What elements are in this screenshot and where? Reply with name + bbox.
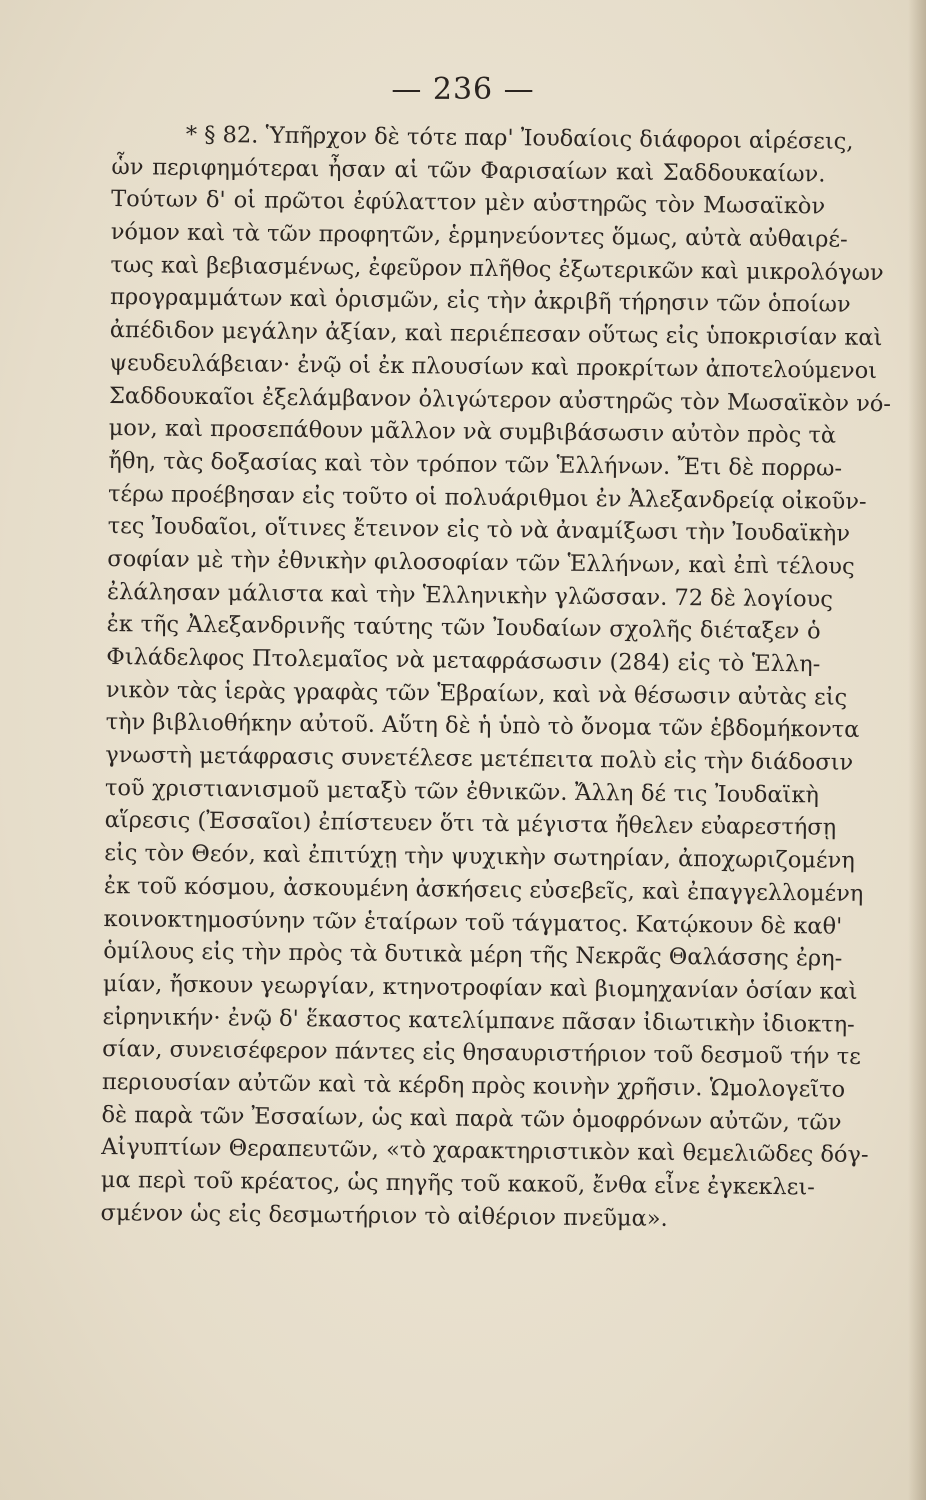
text-line: μα περὶ τοῦ κρέατος, ὡς πηγῆς τοῦ κακοῦ, ἔνθα εἶνε ἐγκεκλει- bbox=[100, 1166, 815, 1201]
text-line: τως καὶ βεβιασμένως, ἐφεῦρον πλῆθος ἐξωτερικῶν καὶ μικρολόγων bbox=[110, 251, 884, 286]
text-line: μίαν, ἤσκουν γεωργίαν, κτηνοτροφίαν καὶ βιομηχανίαν ὁσίαν καὶ bbox=[102, 970, 858, 1005]
text-line: εἰρηνικήν· ἐνῷ δ' ἕκαστος κατελίμπανε πᾶσαν ἰδιωτικὴν ἰδιοκτη- bbox=[102, 1003, 855, 1038]
body-text bbox=[100, 118, 892, 1237]
text-line: Αἰγυπτίων Θεραπευτῶν, «τὸ χαρακτηριστικὸν καὶ θεμελιῶδες δόγ- bbox=[101, 1134, 869, 1169]
text-line: τες Ἰουδαῖοι, οἵτινες ἔτεινον εἰς τὸ νὰ ἀναμίξωσι τὴν Ἰουδαϊκὴν bbox=[107, 513, 851, 548]
text-line: δὲ παρὰ τῶν Ἐσσαίων, ὡς καὶ παρὰ τῶν ὁμοφρόνων αὐτῶν, τῶν bbox=[101, 1101, 842, 1136]
text-line: Τούτων δ' οἱ πρῶτοι ἐφύλαττον μὲν αὐστηρῶς τὸν Μωσαϊκὸν bbox=[111, 186, 826, 220]
text-line: ἐκ τῆς Ἀλεξανδρινῆς ταύτης τῶν Ἰουδαίων σχολῆς διέταξεν ὁ bbox=[106, 611, 821, 645]
text-line: ἐκ τοῦ κόσμου, ἀσκουμένη ἀσκήσεις εὐσεβεῖς, καὶ ἐπαγγελλομένη bbox=[103, 872, 864, 907]
text-line: ἐλάλησαν μάλιστα καὶ τὴν Ἑλληνικὴν γλῶσσαν. 72 δὲ λογίους bbox=[106, 578, 834, 613]
text-line: προγραμμάτων καὶ ὁρισμῶν, εἰς τὴν ἀκριβῆ τήρησιν τῶν ὁποίων bbox=[109, 284, 851, 319]
text-line: τὴν βιβλιοθήκην αὐτοῦ. Αὕτη δὲ ἡ ὑπὸ τὸ ὄνομα τῶν ἑβδομήκοντα bbox=[105, 709, 860, 744]
text-line: μον, καὶ προσεπάθουν μᾶλλον νὰ συμβιβάσωσιν αὐτὸν πρὸς τὰ bbox=[108, 415, 837, 449]
text-line: σμένον ὡς εἰς δεσμωτήριον τὸ αἰθέριον πνεῦμα». bbox=[100, 1199, 668, 1232]
page-number: — 236 — bbox=[391, 72, 535, 107]
page-edge-shadow bbox=[908, 0, 926, 1500]
text-line: νικὸν τὰς ἱερὰς γραφὰς τῶν Ἑβραίων, καὶ νὰ θέσωσιν αὐτὰς εἰς bbox=[105, 676, 848, 711]
text-line: αἵρεσις (Ἐσσαῖοι) ἐπίστευεν ὅτι τὰ μέγιστα ἤθελεν εὐαρεστήσῃ bbox=[104, 807, 837, 842]
text-line: σοφίαν μὲ τὴν ἐθνικὴν φιλοσοφίαν τῶν Ἑλλήνων, καὶ ἐπὶ τέλους bbox=[107, 545, 855, 580]
text-line: περιουσίαν αὐτῶν καὶ τὰ κέρδη πρὸς κοινὴν χρῆσιν. Ὡμολογεῖτο bbox=[101, 1068, 846, 1103]
text-line: κοινοκτημοσύνην τῶν ἑταίρων τοῦ τάγματος. Κατῴκουν δὲ καθ' bbox=[103, 905, 843, 940]
text-line: ὧν περιφημότεραι ἦσαν αἱ τῶν Φαρισαίων καὶ Σαδδουκαίων. bbox=[111, 153, 826, 188]
text-line: * § 82. Ὑπῆρχον δὲ τότε παρ' Ἰουδαίοις διάφοροι αἱρέσεις, bbox=[185, 121, 854, 155]
text-line: ἀπέδιδον μεγάλην ἀξίαν, καὶ περιέπεσαν οὕτως εἰς ὑποκρισίαν καὶ bbox=[109, 317, 883, 352]
text-line: ψευδευλάβειαν· ἐνῷ οἱ ἐκ πλουσίων καὶ προκρίτων ἀποτελούμενοι bbox=[109, 349, 878, 384]
text-line: Σαδδουκαῖοι ἐξελάμβανον ὀλιγώτερον αὐστηρῶς τὸν Μωσαϊκὸν νό- bbox=[108, 382, 892, 417]
text-line: ὁμίλους εἰς τὴν πρὸς τὰ δυτικὰ μέρη τῆς Νεκρᾶς Θαλάσσης ἐρη- bbox=[103, 938, 843, 972]
text-line: νόμον καὶ τὰ τῶν προφητῶν, ἑρμηνεύοντες ὅμως, αὐτὰ αὐθαιρέ- bbox=[110, 219, 848, 253]
text-line: Φιλάδελφος Πτολεμαῖος νὰ μεταφράσωσιν (284) εἰς τὸ Ἑλλη- bbox=[106, 643, 821, 678]
text-line: σίαν, συνεισέφερον πάντες εἰς θησαυριστήριον τοῦ δεσμοῦ τήν τε bbox=[102, 1036, 861, 1071]
text-line: εἰς τὸν Θεόν, καὶ ἐπιτύχῃ τὴν ψυχικὴν σωτηρίαν, ἀποχωριζομένη bbox=[104, 840, 855, 874]
text-line: τέρω προέβησαν εἰς τοῦτο οἱ πολυάριθμοι ἐν Ἀλεξανδρείᾳ οἰκοῦν- bbox=[107, 480, 867, 515]
text-line: γνωστὴ μετάφρασις συνετέλεσε μετέπειτα πολὺ εἰς τὴν διάδοσιν bbox=[105, 742, 854, 776]
text-line: ἤθη, τὰς δοξασίας καὶ τὸν τρόπον τῶν Ἑλλήνων. Ἔτι δὲ πορρω- bbox=[108, 447, 843, 482]
text-line: τοῦ χριστιανισμοῦ μεταξὺ τῶν ἐθνικῶν. Ἄλλη δέ τις Ἰουδαϊκὴ bbox=[104, 774, 820, 809]
